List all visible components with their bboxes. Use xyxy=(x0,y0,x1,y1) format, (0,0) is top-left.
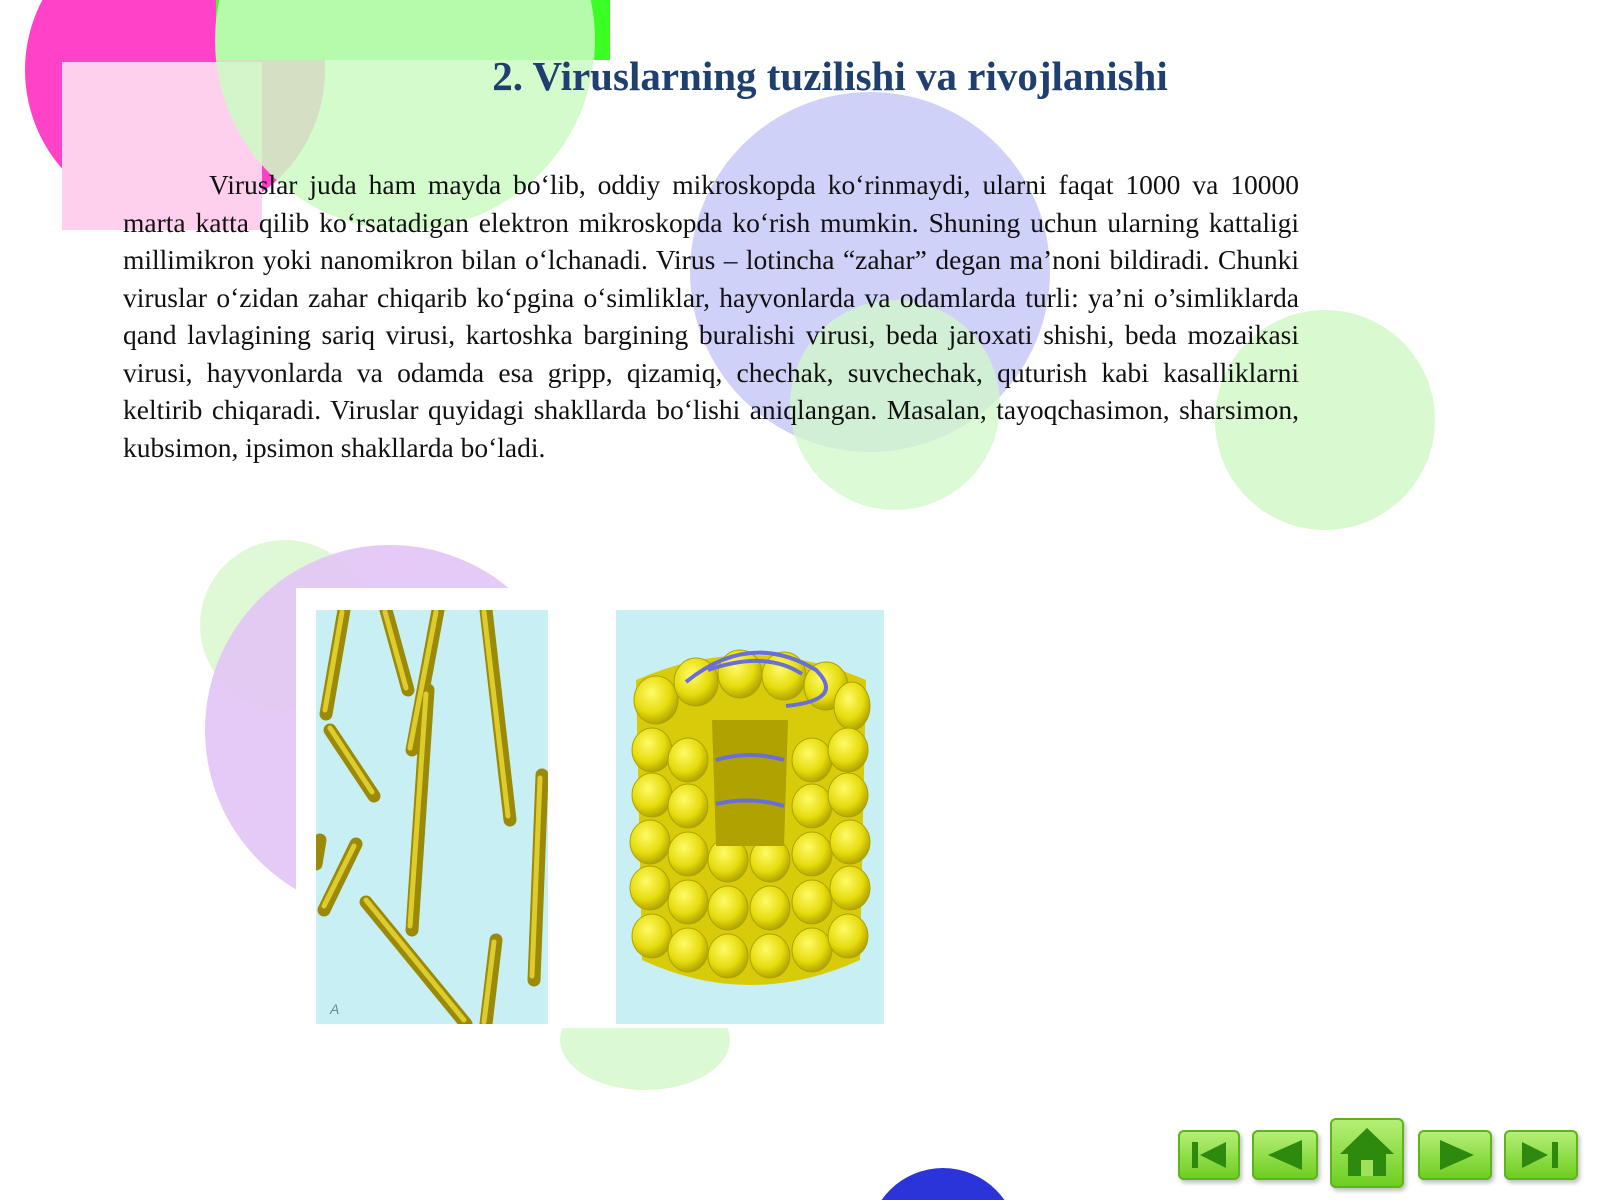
slide-paragraph: Viruslar juda ham mayda bo‘lib, oddiy mikroskopda ko‘rinmaydi, ularni faqat 1000 va 10000 marta katta qilib ko‘rsatadigan elektron mikroskopda ko‘rish mumkin. Shuning uchun ularning kattaligi millimikron yoki nanomikron bilan o‘lchanadi. Virus – lotincha “zahar” degan ma’noni bildiradi. Chunki viruslar o‘zidan zahar chiqarib ko‘pgina o‘simliklar, hayvonlarda va odamlarda turli: ya’ni o’simliklarda qand lavlagining sariq virusi, kartoshka bargining buralishi virusi, beda jaroxati shishi, beda mozaikasi virusi, hayvonlarda va odamda esa gripp, qizamiq, chechak, suvchechak, quturish kabi kasalliklarni keltirib chiqaradi. Viruslar quyidagi shakllarda bo‘lishi aniqlangan. Masalan, tayoqchasimon, sharsimon, kubsimon, ipsimon shakllarda bo‘ladi. xyxy=(123,169,1299,463)
helical-virus-image xyxy=(616,610,884,1024)
virus-figure xyxy=(296,588,916,1028)
panel-letter: A xyxy=(330,1001,340,1017)
rod-shaped-virus-image xyxy=(316,610,548,1024)
last-slide-button[interactable] xyxy=(1504,1130,1578,1180)
slide-title: 2. Viruslarning tuzilishi va rivojlanishi xyxy=(492,53,1168,99)
home-icon xyxy=(1330,1118,1404,1188)
blue-circle-bottom xyxy=(868,1168,1018,1200)
home-button[interactable] xyxy=(1330,1118,1404,1188)
next-slide-button[interactable] xyxy=(1418,1130,1492,1180)
triangle-right-icon xyxy=(1418,1130,1492,1180)
rod-virus-illustration xyxy=(316,610,548,1024)
first-slide-button[interactable] xyxy=(1178,1130,1240,1180)
skip-to-start-icon xyxy=(1178,1130,1240,1180)
previous-slide-button[interactable] xyxy=(1252,1130,1318,1180)
skip-to-end-icon xyxy=(1504,1130,1578,1180)
helical-virus-illustration xyxy=(616,610,884,1024)
triangle-left-icon xyxy=(1252,1130,1318,1180)
